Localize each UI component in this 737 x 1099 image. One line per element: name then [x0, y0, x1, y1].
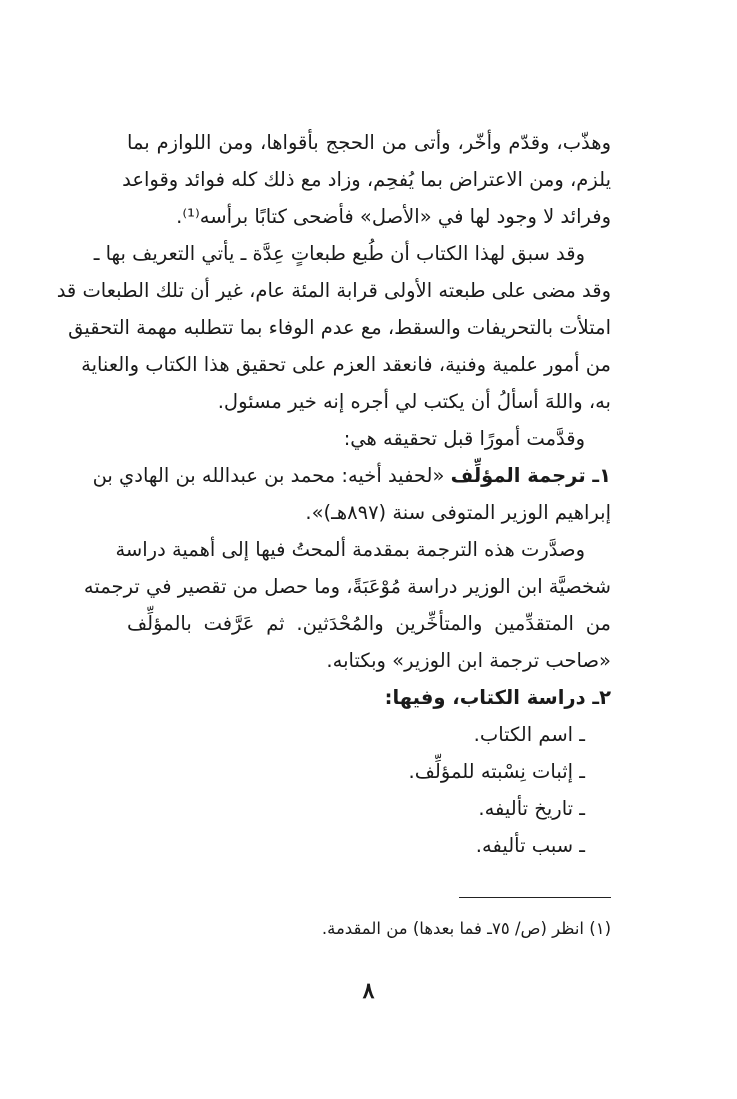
main-text: [56, 124, 611, 864]
item-2-subitem-2: ـ إثبات نِسْبته للمؤلِّف.: [408, 760, 585, 783]
footnote: (١) انظر (ص/ ٧٥ـ فما بعدها) من المقدمة.: [321, 919, 611, 938]
paragraph-2-line-2: وقد مضى على طبعته الأولى قرابة المئة عام، غير أن تلك الطبعات قد: [56, 279, 611, 302]
paragraph-4-line-1: وصدَّرت هذه الترجمة بمقدمة ألمحتُ فيها إلى أهمية دراسة: [115, 538, 585, 561]
item-2-subitem-3: ـ تاريخ تأليفه.: [478, 797, 585, 820]
paragraph-3-line: وقدَّمت أمورًا قبل تحقيقه هي:: [343, 427, 585, 450]
paragraph-4-line-2: شخصيَّة ابن الوزير دراسة مُوْعَبَةً، وما حصل من تقصير في ترجمته: [83, 575, 611, 598]
paragraph-2-line-3: امتلأت بالتحريفات والسقط، مع عدم الوفاء بما تتطلبه مهمة التحقيق: [68, 316, 611, 339]
item-1-heading: ١ـ ترجمة المؤلِّف: [450, 464, 611, 487]
footnote-divider: [459, 897, 611, 898]
page-number: ٨: [362, 978, 375, 1004]
item-1-line-1: [92, 457, 611, 494]
paragraph-4-line-3: من المتقدِّمين والمتأخِّرين والمُحْدَثين. ثم عَرَّفت بالمؤلِّف: [127, 612, 611, 635]
paragraph-2-line-1: وقد سبق لهذا الكتاب أن طُبع طبعاتٍ عِدَّة ـ يأتي التعريف بها ـ: [93, 242, 585, 265]
paragraph-4-line-4: «صاحب ترجمة ابن الوزير» وبكتابه.: [326, 649, 611, 672]
paragraph-2-line-4: من أمور علمية وفنية، فانعقد العزم على تحقيق هذا الكتاب والعناية: [81, 353, 611, 376]
paragraph-2-line-5: به، واللهَ أسألُ أن يكتب لي أجره إنه خير مسئول.: [217, 390, 611, 413]
item-1-line-2: إبراهيم الوزير المتوفى سنة (٨٩٧هـ)».: [305, 501, 611, 524]
item-2-heading: ٢ـ دراسة الكتاب، وفيها:: [384, 686, 611, 709]
item-2-subitem-4: ـ سبب تأليفه.: [475, 834, 585, 857]
item-1-rest: «لحفيد أخيه: محمد بن عبدالله بن الهادي بن: [92, 464, 451, 487]
paragraph-1-line-2: يلزم، ومن الاعتراض بما يُفحِم، وزاد مع ذلك كله فوائد وقواعد: [122, 168, 611, 191]
paragraph-1-line-1: وهذّب، وقدّم وأخّر، وأتى من الحجج بأقواها، ومن اللوازم بما: [127, 131, 611, 154]
paragraph-1-line-3: وفرائد لا وجود لها في «الأصل» فأضحى كتابًا برأسه⁽¹⁾.: [176, 205, 611, 228]
item-2-subitem-1: ـ اسم الكتاب.: [473, 723, 585, 746]
